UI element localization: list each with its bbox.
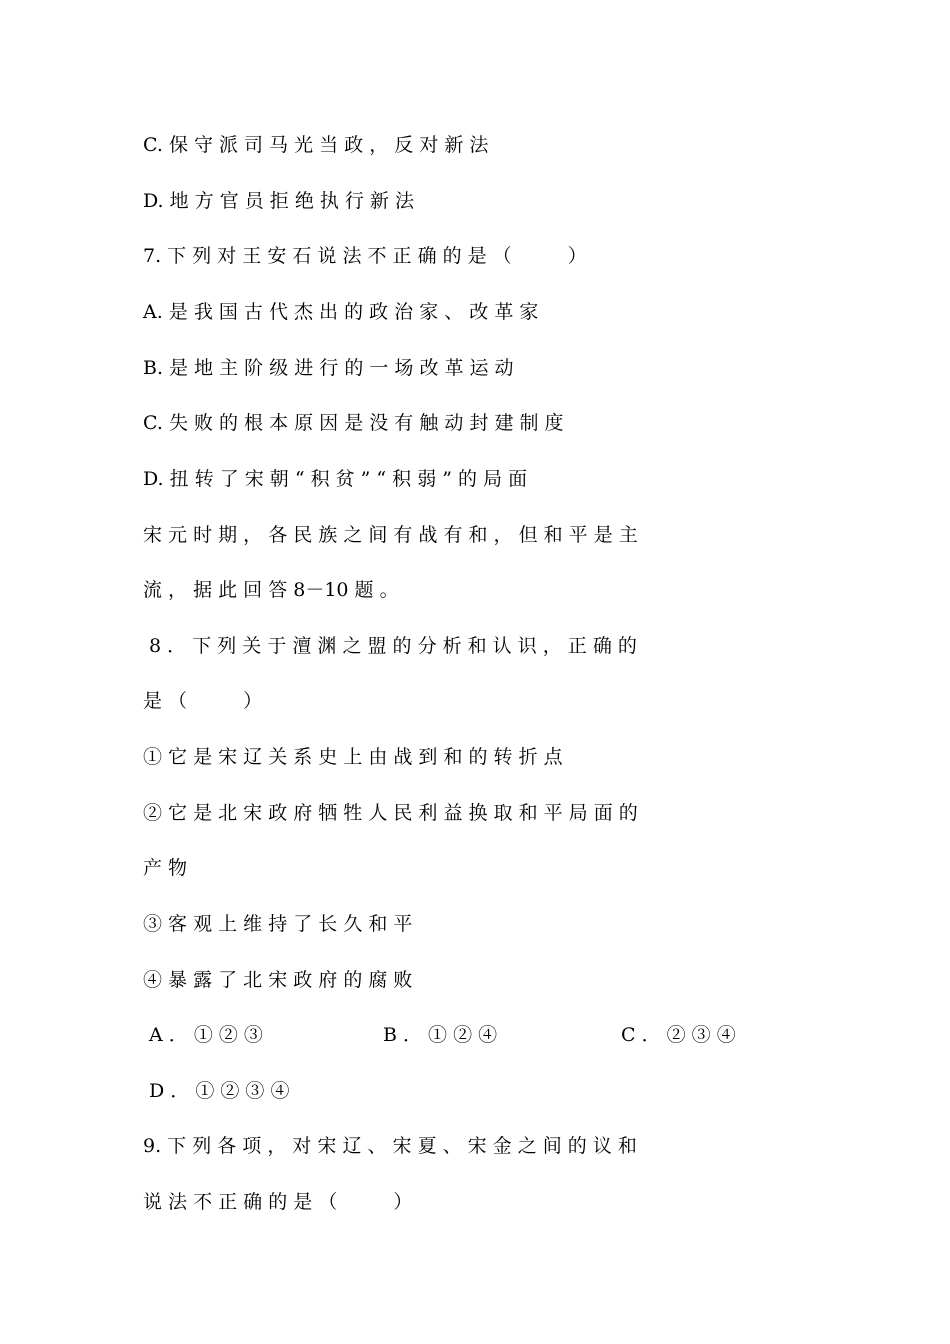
q7-option-a: A. 是 我 国 古 代 杰 出 的 政 治 家 、 改 革 家: [143, 301, 539, 323]
passage-line-2: 流 ， 据 此 回 答 8－10 题 。: [143, 579, 399, 601]
q8-option-a: A ． ① ② ③: [143, 1024, 263, 1046]
q8-statement-2: ② 它 是 北 宋 政 府 牺 牲 人 民 利 益 换 取 和 平 局 面 的: [143, 802, 638, 824]
q8-statement-1: ① 它 是 宋 辽 关 系 史 上 由 战 到 和 的 转 折 点: [143, 746, 563, 768]
q6-option-c: C. 保 守 派 司 马 光 当 政 ， 反 对 新 法: [143, 134, 489, 156]
q8-option-b: B ． ① ② ④: [383, 1024, 498, 1046]
q7-option-d: D. 扭 转 了 宋 朝 “ 积 贫 ” “ 积 弱 ” 的 局 面: [143, 468, 528, 490]
q8-statement-3: ③ 客 观 上 维 持 了 长 久 和 平: [143, 913, 413, 935]
q8-statement-4: ④ 暴 露 了 北 宋 政 府 的 腐 败: [143, 969, 413, 991]
q8-option-d: D ． ① ② ③ ④: [143, 1080, 290, 1102]
q7-stem: 7. 下 列 对 王 安 石 说 法 不 正 确 的 是 （ ）: [143, 245, 587, 267]
q9-stem-line-1: 9. 下 列 各 项 ， 对 宋 辽 、 宋 夏 、 宋 金 之 间 的 议 和: [143, 1135, 637, 1157]
q9-stem-line-2: 说 法 不 正 确 的 是 （ ）: [143, 1191, 413, 1213]
q8-stem-line-1: 8 ． 下 列 关 于 澶 渊 之 盟 的 分 析 和 认 识 ， 正 确 的: [143, 635, 637, 657]
q7-option-c: C. 失 败 的 根 本 原 因 是 没 有 触 动 封 建 制 度: [143, 412, 564, 434]
q6-option-d: D. 地 方 官 员 拒 绝 执 行 新 法: [143, 190, 414, 212]
passage-line-1: 宋 元 时 期 ， 各 民 族 之 间 有 战 有 和 ， 但 和 平 是 主: [143, 524, 638, 546]
q8-option-c: C ． ② ③ ④: [621, 1024, 736, 1046]
q7-option-b: B. 是 地 主 阶 级 进 行 的 一 场 改 革 运 动: [143, 357, 514, 379]
q8-statement-2-cont: 产 物: [143, 857, 188, 879]
q8-stem-line-2: 是 （ ）: [143, 690, 263, 712]
